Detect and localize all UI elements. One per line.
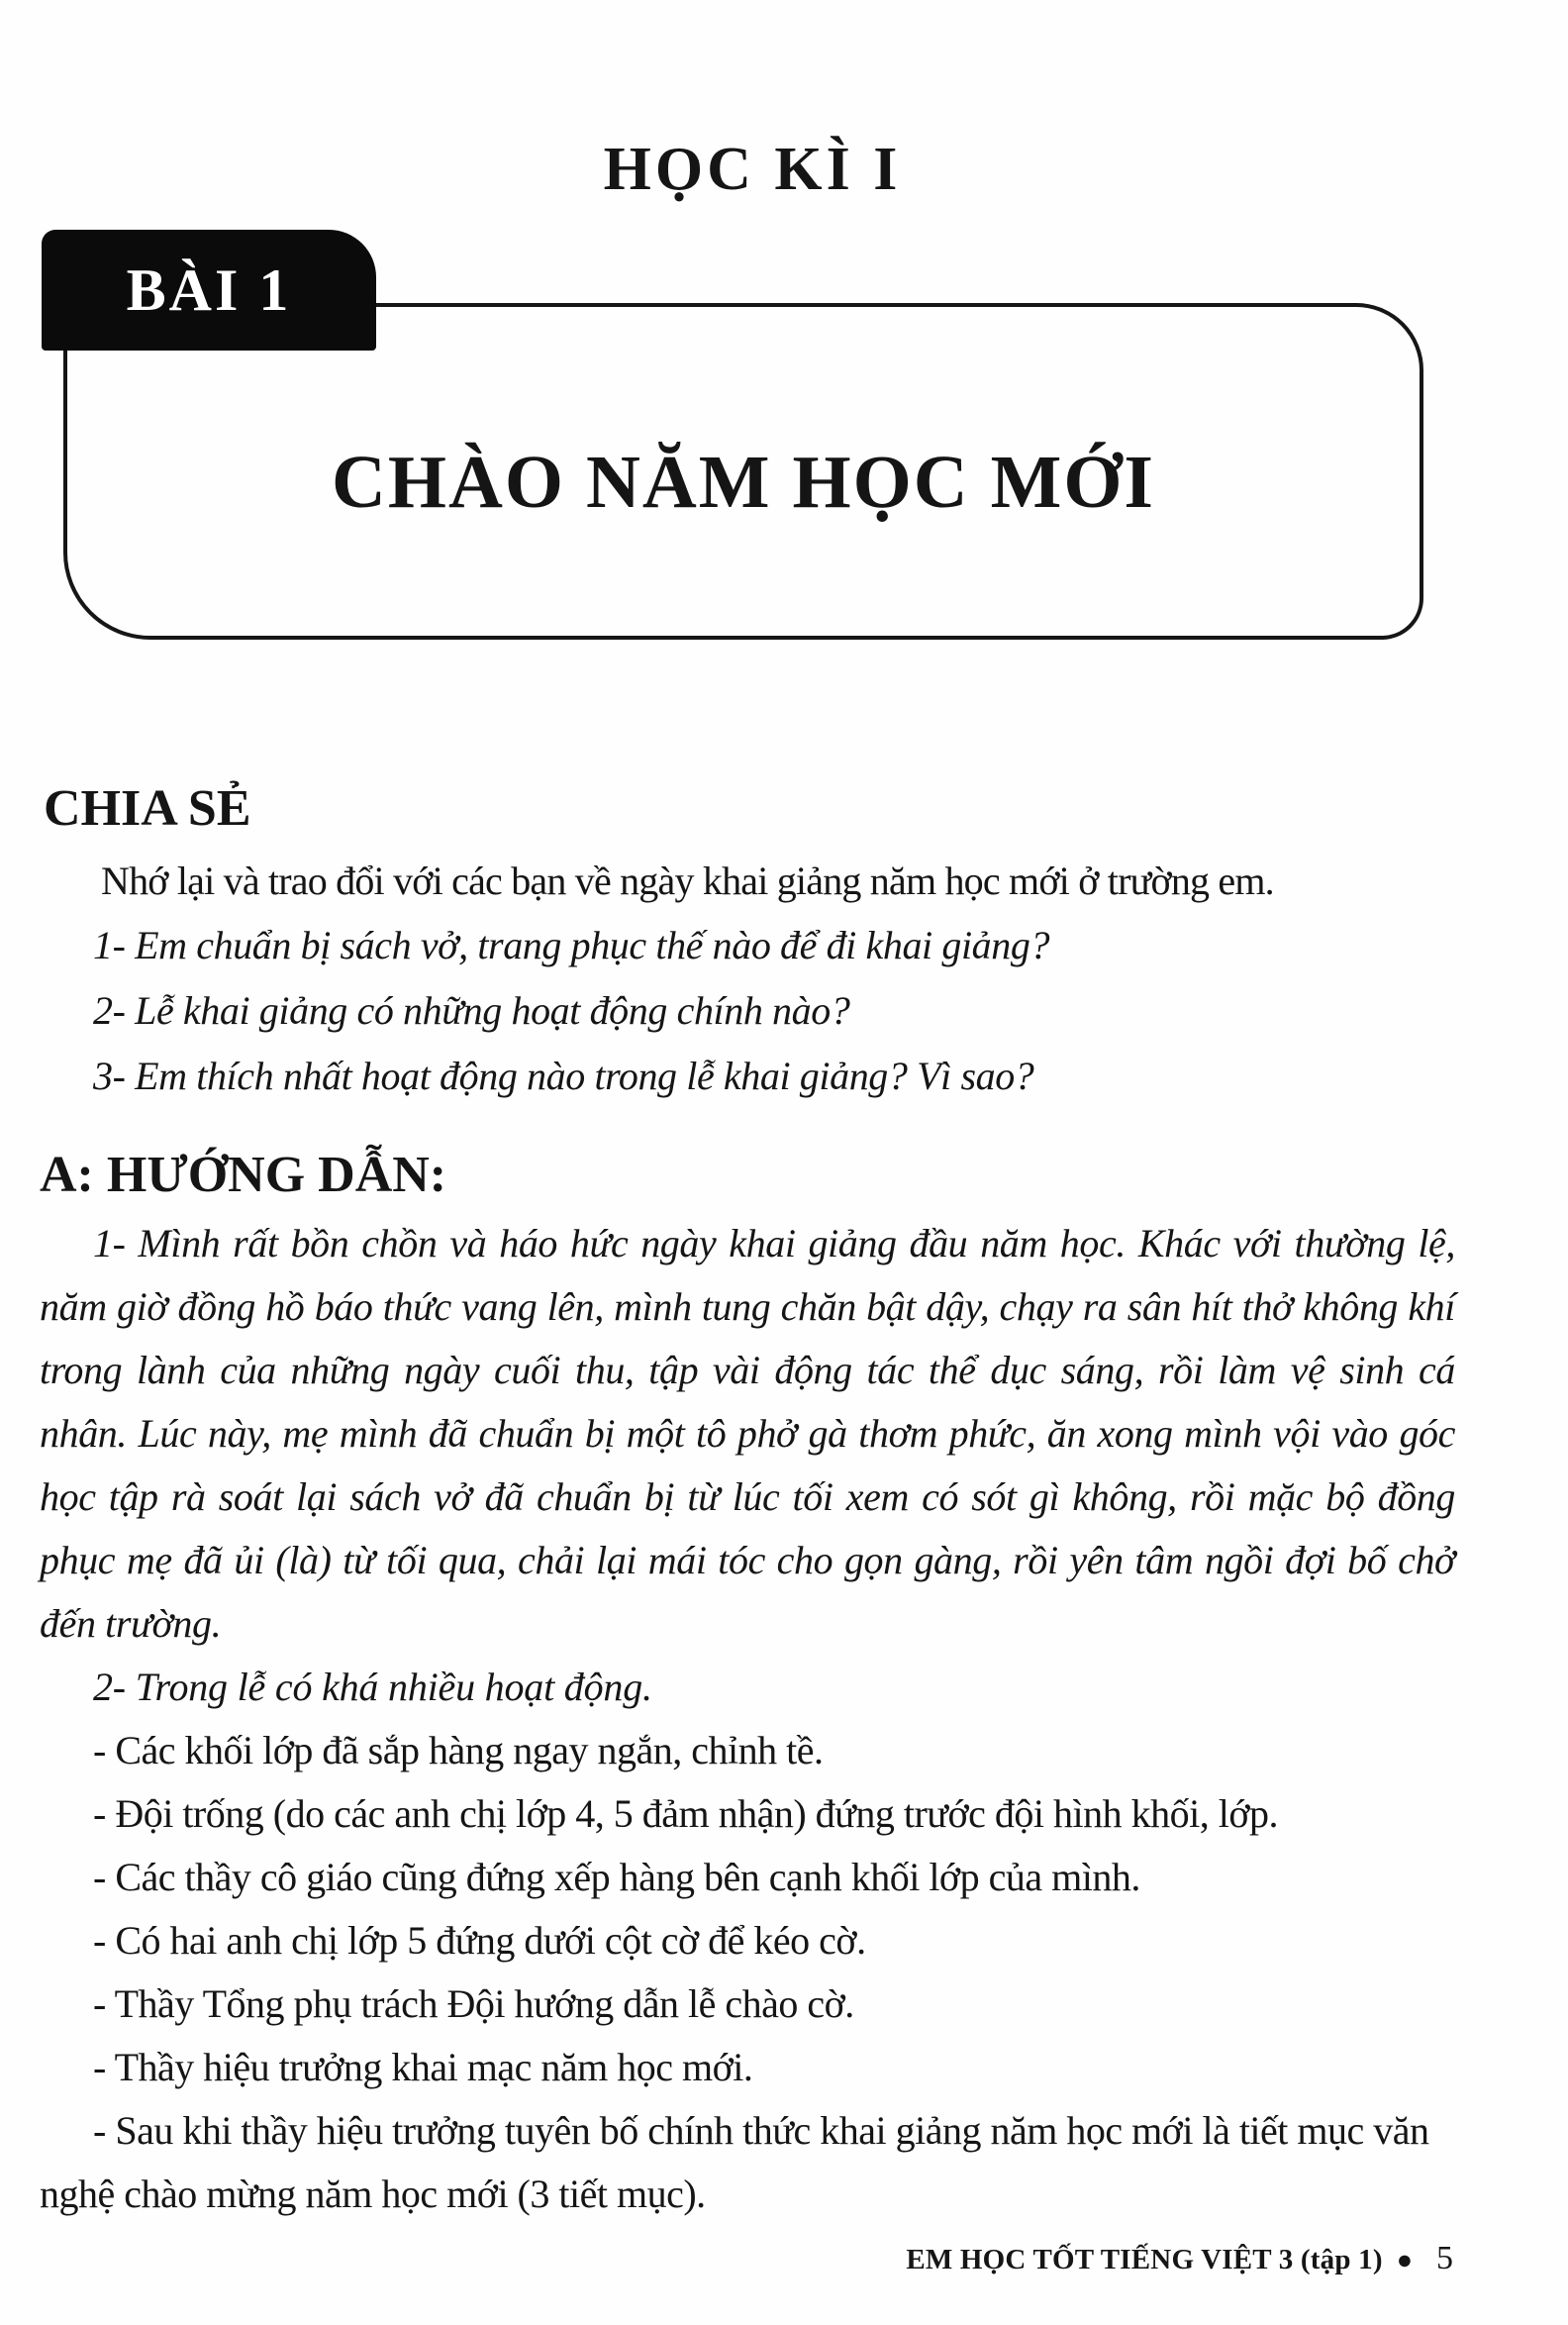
share-question-2: 2- Lễ khai giảng có những hoạt động chính nào? <box>93 988 850 1033</box>
guide-item-2: 2- Trong lễ có khá nhiều hoạt động. <box>93 1665 652 1709</box>
lesson-title: CHÀO NĂM HỌC MỚI <box>331 440 1156 524</box>
share-questions <box>40 913 1455 1109</box>
share-heading: CHIA SẺ <box>44 780 251 837</box>
page-content <box>40 780 1455 2226</box>
page-footer <box>906 2240 1453 2277</box>
lesson-title-box <box>63 303 1423 640</box>
share-question-3: 3- Em thích nhất hoạt động nào trong lễ khai giảng? Vì sao? <box>93 1054 1034 1098</box>
semester-title: HỌC KÌ I <box>603 136 902 203</box>
footer-page-number: 5 <box>1436 2240 1453 2276</box>
footer-book-title: EM HỌC TỐT TIẾNG VIỆT 3 (tập 1) <box>906 2244 1383 2275</box>
bullet-item-3: - Các thầy cô giáo cũng đứng xếp hàng bên cạnh khối lớp của mình. <box>93 1855 1140 1899</box>
footer-bullet-icon: ● <box>1396 2245 1413 2274</box>
bullet-item-1: - Các khối lớp đã sắp hàng ngay ngắn, chỉnh tề. <box>93 1728 824 1772</box>
bullet-item-2: - Đội trống (do các anh chị lớp 4, 5 đảm nhận) đứng trước đội hình khối, lớp. <box>93 1791 1278 1836</box>
guide-paragraph-1: 1- Mình rất bồn chồn và háo hức ngày khai giảng đầu năm học. Khác với thường lệ, năm giờ đồng hồ báo thức vang lên, mình tung chăn bật dậy, chạy ra sân hít thở không khí trong lành của những ngày cuối thu, tập vài động tác thể dục sáng, rồi làm vệ sinh cá nhân. Lúc này, mẹ mình đã chuẩn bị một tô phở gà thơm phức, ăn xong mình vội vào góc học tập rà soát lại sách vở đã chuẩn bị từ lúc tối xem có sót gì không, rồi mặc bộ đồng phục mẹ đã ủi (là) từ tối qua, chải lại mái tóc cho gọn gàng, rồi yên tâm ngồi đợi bố chở đến trường. <box>40 1221 1455 1646</box>
bullet-item-4: - Có hai anh chị lớp 5 đứng dưới cột cờ để kéo cờ. <box>93 1918 866 1963</box>
guide-heading: A: HƯỚNG DẪN: <box>40 1147 447 1203</box>
share-question-1: 1- Em chuẩn bị sách vở, trang phục thế nào để đi khai giảng? <box>93 923 1050 967</box>
guide-bullet-list <box>40 1719 1455 2226</box>
lesson-badge <box>42 230 376 351</box>
bullet-item-7: - Sau khi thầy hiệu trưởng tuyên bố chính thức khai giảng năm học mới là tiết mục văn nghệ chào mừng năm học mới (3 tiết mục). <box>40 2108 1429 2216</box>
share-intro: Nhớ lại và trao đổi với các bạn về ngày khai giảng năm học mới ở trường em. <box>101 859 1274 903</box>
lesson-badge-label: BÀI 1 <box>126 256 292 323</box>
bullet-item-6: - Thầy hiệu trưởng khai mạc năm học mới. <box>93 2045 753 2089</box>
bullet-item-5: - Thầy Tổng phụ trách Đội hướng dẫn lễ chào cờ. <box>93 1981 854 2026</box>
